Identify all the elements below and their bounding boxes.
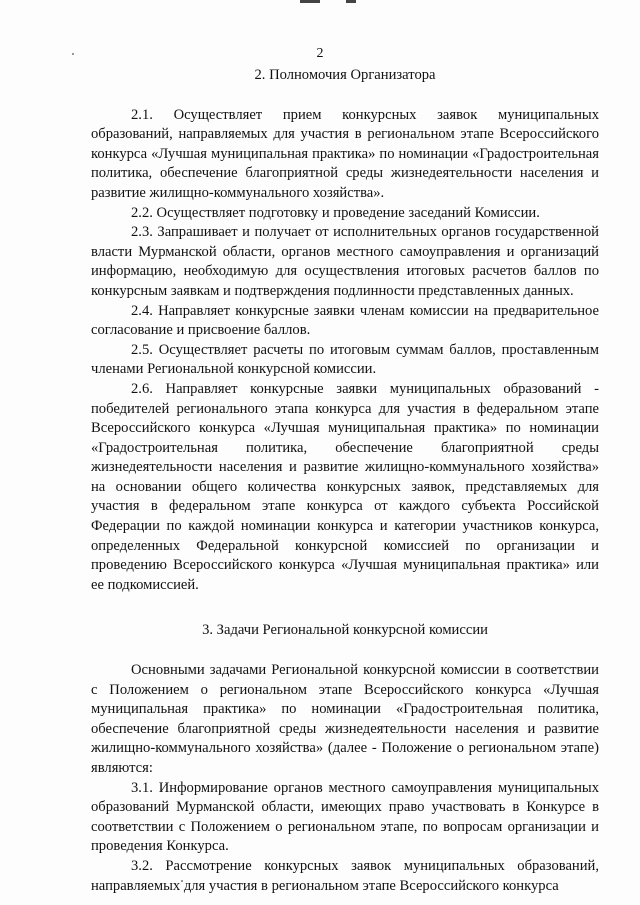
page-number: 2 [316,46,324,61]
section-2-content [91,106,599,596]
section-2-heading: 2. Полномочия Организатора [254,67,436,83]
paragraph-3-2: 3.2. Рассмотрение конкурсных заявок муниципальных образований, направляемых для участия в региональном этапе Всероссийского конкурса [91,857,599,894]
section-3-content [91,661,599,896]
paragraph-3-1: 3.1. Информирование органов местного самоуправления муниципальных образований Мурманской области, имеющих право участвовать в Конкурсе в соответствии с Положением о региональном этапе, по вопросам организации и проведения Конкурса. [91,779,599,855]
section-3-heading: 3. Задачи Региональной конкурсной комиссии [202,622,488,639]
paragraph-3-intro: Основными задачами Региональной конкурсной комиссии в соответствии с Положением о региональном этапе Всероссийского конкурса «Лучшая муниципальная практика» по номинации «Градостроительная политика, обеспечение благоприятной среды жизнедеятельности населения и развитие жилищно-коммунального хозяйства» (далее - Положение о региональном этапе) являются: [91,662,599,776]
paragraph-2-1: 2.1. Осуществляет прием конкурсных заявок муниципальных образований, направляемых для участия в региональном этапе Всероссийского конкурса «Лучшая муниципальная практика» по номинации «Градостроительная политика, обеспечение благоприятной среды жизнедеятельности населения и развитие жилищно-коммунального хозяйства». [91,106,599,201]
paragraph-2-4: 2.4. Направляет конкурсные заявки членам комиссии на предварительное согласование и присвоение баллов. [91,302,599,339]
scan-artifact-mark [300,0,320,3]
paragraph-2-6: 2.6. Направляет конкурсные заявки муниципальных образований - победителей регионального этапа конкурса для участия в федеральном этапе Всероссийского конкурса «Лучшая муниципальная практика» по номинации «Градостроительная политика, обеспечение благоприятной среды жизнедеятельности населения и развитие жилищно-коммунального хозяйства» на основании общего количества конкурсных заявок, представляемых для участия в федеральном этапе конкурса от каждого субъекта Российской Федерации по каждой номинации конкурса и категории участников конкурса, определенных Федеральной конкурсной комиссией по организации и проведению Всероссийского конкурса «Лучшая муниципальная практика» или ее подкомиссией. [91,380,599,593]
paragraph-2-5: 2.5. Осуществляет расчеты по итоговым суммам баллов, проставленным членами Региональной конкурсной комиссии. [91,341,599,378]
scan-artifact-mark [346,0,356,3]
paragraph-2-3: 2.3. Запрашивает и получает от исполнительных органов государственной власти Мурманской области, органов местного самоуправления и организаций информацию, необходимую для осуществления итоговых расчетов баллов по конкурсным заявкам и подтверждения подлинности представленных данных. [91,224,599,299]
paragraph-2-2: 2.2. Осуществляет подготовку и проведение заседаний Комиссии. [131,204,540,221]
document-body [91,66,599,896]
